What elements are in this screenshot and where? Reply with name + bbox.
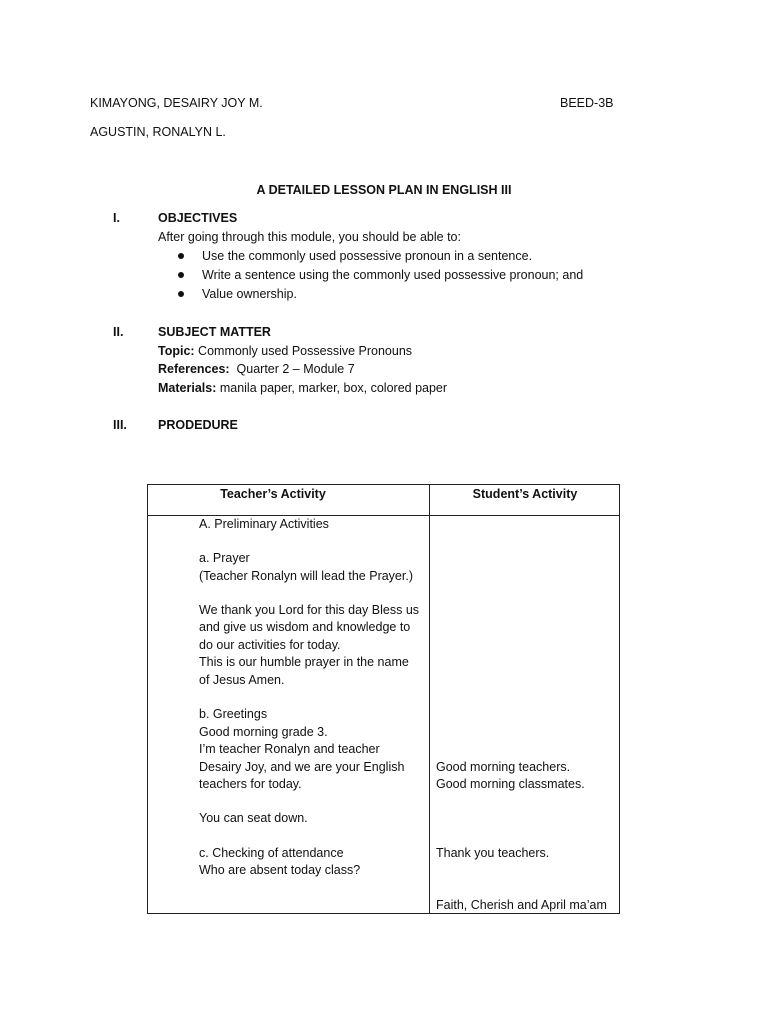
teacher-line: of Jesus Amen.: [199, 673, 285, 687]
teacher-line: a. Prayer: [199, 551, 250, 565]
student-activity-header: Student’s Activity: [472, 487, 578, 501]
objective-text: Write a sentence using the commonly used possessive pronoun; and: [202, 268, 584, 282]
teacher-line: We thank you Lord for this day Bless us: [199, 603, 420, 617]
objectives-numeral: I.: [113, 211, 120, 225]
teacher-line: c. Checking of attendance: [199, 846, 344, 860]
procedure-heading: PRODEDURE: [158, 418, 238, 432]
teacher-line: do our activities for today.: [199, 638, 341, 652]
objective-item: [178, 285, 297, 304]
activity-table: [147, 484, 620, 914]
subject-matter-numeral: II.: [113, 325, 124, 339]
materials-value: manila paper, marker, box, colored paper: [216, 381, 448, 395]
procedure-numeral: III.: [113, 418, 127, 432]
student-line: Good morning teachers.: [436, 760, 571, 774]
document-title: A DETAILED LESSON PLAN IN ENGLISH III: [256, 183, 512, 197]
table-column-divider: [429, 485, 430, 913]
student-line: Good morning classmates.: [436, 777, 585, 791]
teacher-line: Who are absent today class?: [199, 863, 361, 877]
teacher-line: (Teacher Ronalyn will lead the Prayer.): [199, 569, 413, 583]
subject-matter-heading: SUBJECT MATTER: [158, 325, 271, 339]
teacher-line: You can seat down.: [199, 811, 308, 825]
teacher-line: Good morning grade 3.: [199, 725, 328, 739]
teacher-activity-header: Teacher’s Activity: [220, 487, 326, 501]
author-name-2: AGUSTIN, RONALYN L.: [90, 125, 226, 139]
objective-text: Value ownership.: [202, 287, 297, 301]
objectives-intro: After going through this module, you should be able to:: [158, 230, 461, 244]
references-label: References:: [158, 362, 230, 376]
teacher-line: This is our humble prayer in the name: [199, 655, 409, 669]
bullet-icon: [178, 253, 184, 259]
references-value: Quarter 2 – Module 7: [229, 362, 355, 376]
objective-text: Use the commonly used possessive pronoun in a sentence.: [202, 249, 533, 263]
section-label: BEED-3B: [560, 96, 614, 110]
materials-label: Materials:: [158, 381, 217, 395]
bullet-icon: [178, 291, 184, 297]
teacher-line: Desairy Joy, and we are your English: [199, 760, 405, 774]
references-line: [158, 360, 355, 378]
teacher-line: A. Preliminary Activities: [199, 517, 329, 531]
objective-item: [178, 266, 583, 285]
student-line: Faith, Cherish and April ma’am: [436, 898, 607, 912]
objective-item: [178, 247, 532, 266]
teacher-line: and give us wisdom and knowledge to: [199, 620, 411, 634]
objectives-heading: OBJECTIVES: [158, 211, 238, 225]
materials-line: [158, 379, 447, 397]
teacher-line: b. Greetings: [199, 707, 268, 721]
author-name-1: KIMAYONG, DESAIRY JOY M.: [90, 96, 263, 110]
topic-value: Commonly used Possessive Pronouns: [194, 344, 413, 358]
topic-label: Topic:: [158, 344, 195, 358]
teacher-line: I’m teacher Ronalyn and teacher: [199, 742, 380, 756]
topic-line: [158, 342, 412, 360]
teacher-line: teachers for today.: [199, 777, 302, 791]
student-line: Thank you teachers.: [436, 846, 550, 860]
bullet-icon: [178, 272, 184, 278]
